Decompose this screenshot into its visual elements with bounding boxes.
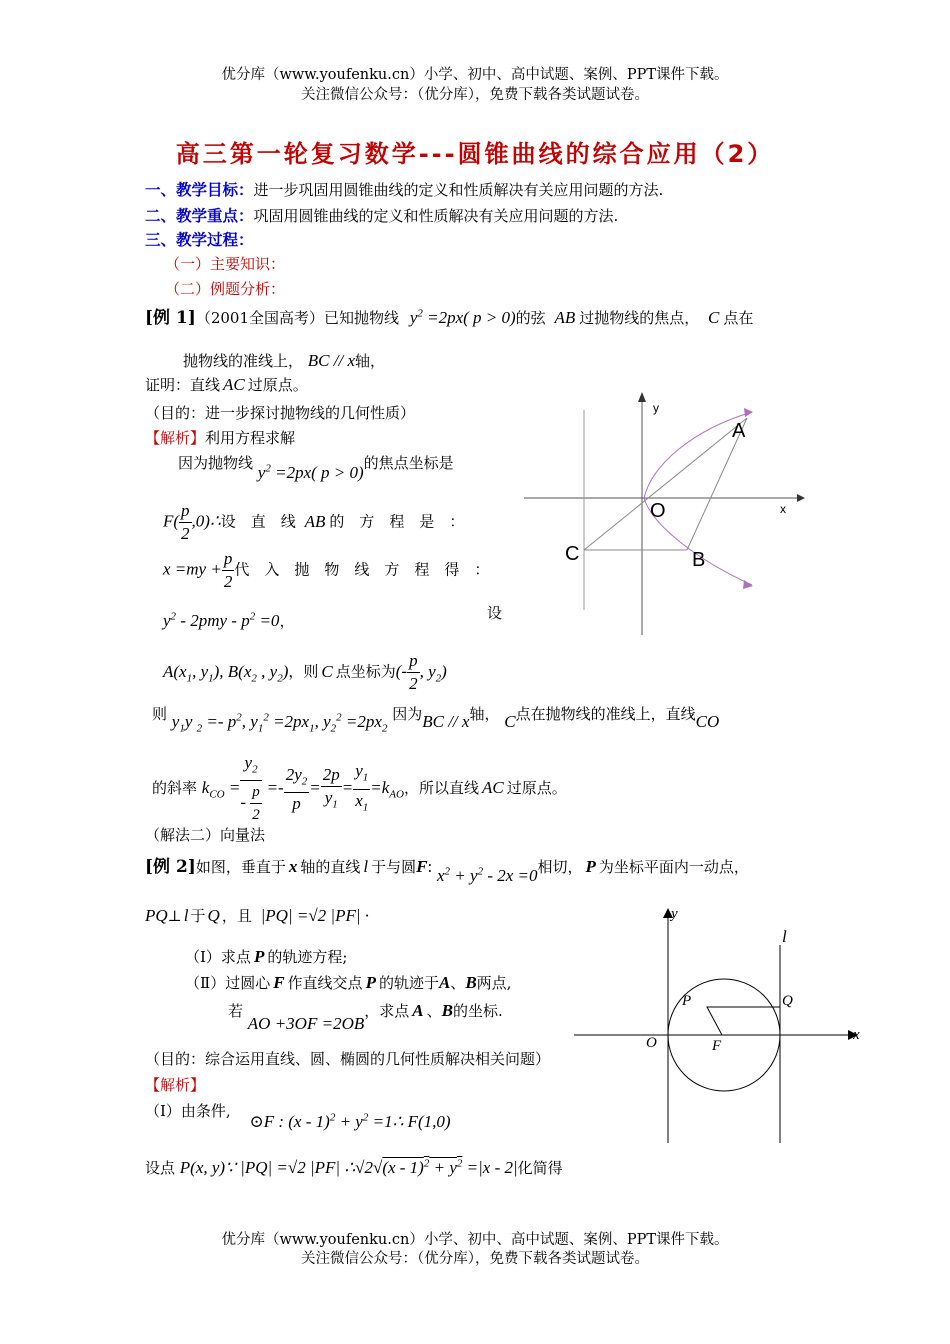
example2-purpose: （目的：综合运用直线、圆、椭圆的几何性质解决相关问题）	[145, 1050, 551, 1068]
q2-text-c: 的轨迹于	[378, 974, 439, 992]
example1-method2: （解法二）向量法	[145, 826, 266, 844]
circle-figure	[572, 900, 867, 1150]
example1-step5: $A(x_1$, $y_1$), $B(x_2$ , $y_2$)，则 C 点坐标为(- $\frac{p}{2}$ , $y_2$)	[163, 651, 447, 693]
example1-prove: 证明：直线 AC 过原点。	[145, 375, 308, 394]
example1-text-focus: 过抛物线的焦点，	[579, 309, 700, 327]
example2-text-5: 为坐标平面内一动点，	[598, 858, 749, 876]
example2-q2: （Ⅱ）过圆心 F 作直线交点 P 的轨迹于A、B两点,	[185, 973, 512, 992]
step2-text: 设 直 线	[220, 512, 296, 531]
q2-text: （Ⅱ）过圆心	[185, 974, 271, 992]
example1-analysis-text: 利用方程求解	[205, 429, 296, 447]
fig1-label-x: x	[780, 502, 786, 516]
step4-comma: ，	[279, 612, 295, 630]
subsection-examples: （二）例题分析：	[165, 280, 286, 298]
goal-text: 进一步巩固用圆锥曲线的定义和性质解决有关应用问题的方法.	[253, 181, 664, 199]
subsection-knowledge: （一）主要知识：	[165, 255, 286, 273]
example2-analysis-label: 【解析】	[145, 1076, 206, 1094]
goal-label: 一、教学目标：	[145, 181, 254, 199]
step4-set: 设	[487, 604, 503, 622]
q2-text-d: 两点,	[476, 974, 512, 992]
fig1-y-arrow-icon	[638, 392, 646, 402]
step6-because: 因为	[392, 705, 423, 723]
step6-text: 则	[152, 705, 168, 723]
fig2-label-l: l	[782, 927, 787, 946]
example1-statement: [例 1]（2001全国高考）已知抛物线 $y^2 =2px$( p > 0)的弦 AB 过抛物线的焦点， C 点在	[145, 307, 754, 328]
example2-sol2: 设点 P(x, y)∵ |PQ| =√2 |PF| ∴√2√(x - $1)^2 + y^2 =|x - 2|$化简得	[145, 1157, 563, 1177]
example1-source: （2001全国高考）已知抛物线	[195, 309, 400, 327]
example2-label: [例 2]	[145, 857, 196, 877]
sol2-text: 设点	[145, 1159, 176, 1177]
fig2-label-O: O	[646, 1035, 657, 1051]
focus-label: 二、教学重点：	[145, 207, 254, 225]
step1-text-b: 的焦点坐标是	[363, 454, 454, 472]
example2-condition: PQ⊥ l 于 Q ，且 |PQ| =√2 |PF| ·	[145, 906, 370, 925]
example1-axis-text: 轴，	[355, 352, 386, 370]
q3-text: 若	[228, 1002, 244, 1020]
header-line-2: 关注微信公众号：（优分库），免费下载各类试题试卷。	[301, 87, 649, 103]
q3-text-c: 的坐标.	[452, 1002, 503, 1020]
perp-symbol: ⊥	[167, 907, 182, 925]
fig2-label-y: y	[671, 906, 678, 922]
goal-row	[145, 178, 663, 200]
q3-text-b: ，求点	[364, 1002, 410, 1020]
fig2-label-P: P	[682, 993, 692, 1009]
sol2-text-end: 化简得	[517, 1159, 563, 1177]
fig2-segments-PQ-PF	[707, 1007, 780, 1035]
q1-text-b: 的轨迹方程;	[267, 948, 348, 966]
example1-purpose: （目的：进一步探讨抛物线的几何性质）	[145, 404, 416, 422]
focus-text: 巩固用圆锥曲线的定义和性质解决有关应用问题的方法.	[253, 207, 619, 225]
fig2-label-x: x	[853, 1027, 860, 1043]
example2-text-4: 相切，	[537, 858, 583, 876]
example1-step6: 则 $y_1y$ $_2 =- p^2$, $y_1^2 =2px_1$, $y_2^2 =2px_2$ 因为BC // x轴， C点在抛物线的准线上，直线CO	[152, 705, 720, 735]
condition-text-b: 于	[190, 907, 206, 925]
fig1-x-arrow-icon	[797, 494, 805, 502]
step1-text: 因为抛物线	[178, 454, 254, 472]
q1-text: （Ⅰ）求点	[185, 948, 251, 966]
example2-statement: [例 2]如图，垂直于 x 轴的直线 l 于与圆F: $x^2 + y^2 - 2x =0$相切， P 为坐标平面内一动点，	[145, 857, 749, 885]
fig1-label-y: y	[653, 401, 659, 415]
step3-text: 代 入 抛 物 线 方 程 得 ：	[234, 560, 490, 579]
step7-text-c: 过原点。	[506, 779, 567, 798]
example2-q1: （Ⅰ）求点 P 的轨迹方程;	[185, 947, 348, 966]
footer-line-2: 关注微信公众号：（优分库），免费下载各类试题试卷。	[301, 1251, 649, 1267]
fig1-label-A: A	[732, 420, 746, 442]
example1-step4: $y^2 - 2pmy - p^2 =0$，	[163, 610, 295, 630]
fig1-label-O: O	[650, 500, 666, 522]
fig2-label-F: F	[712, 1038, 722, 1054]
q2-text-b: 作直线交点	[287, 974, 363, 992]
step6-axis: 轴，	[469, 705, 500, 723]
step7-text: 的斜率	[152, 779, 198, 798]
example1-analysis	[145, 427, 295, 448]
header-line-1: 优分库（www.youfenku.cn）小学、初中、高中试题、案例、PPT课件下载。	[221, 67, 729, 83]
sol1-text: （Ⅰ）由条件,	[145, 1102, 231, 1120]
example1-directrix-text: 抛物线的准线上，	[183, 352, 304, 370]
example2-text-2: 轴的直线	[300, 858, 361, 876]
step2-text-b: 的 方 程 是 ：	[329, 512, 465, 531]
footer-line-1: 优分库（www.youfenku.cn）小学、初中、高中试题、案例、PPT课件下载。	[221, 1232, 729, 1248]
example1-prove-end: 过原点。	[247, 376, 308, 394]
step5-text: ，则	[288, 662, 319, 681]
page-title: 高三第一轮复习数学---圆锥曲线的综合应用（2）	[175, 140, 775, 168]
step5-text-b: 点坐标为	[335, 662, 396, 681]
parabola-figure	[522, 390, 812, 640]
example1-step7: 的斜率 $k_{CO}$ = $y_2$ - $\frac{p}{2}$ =- $\frac{2y_2}{p}$ = $\frac{2p}{y_1}$ = $\frac{y_1}{x_1}$ $=k_{AO}$，所以直线 AC 过原点。	[152, 753, 567, 824]
process-label: 三、教学过程：	[145, 231, 254, 249]
focus-row	[145, 204, 618, 226]
step7-text-b: ，所以直线	[403, 779, 479, 798]
condition-text-c: ，且	[221, 907, 252, 925]
step6-directrix: 点在抛物线的准线上，直线	[515, 705, 696, 723]
example2-text-1: 如图，垂直于	[195, 858, 286, 876]
example1-step2: F( $\frac{p}{2}$ ,0)∴设 直 线 AB 的 方 程 是 ：	[163, 501, 465, 543]
example1-analysis-label: 【解析】	[145, 429, 206, 447]
example1-step1: 因为抛物线 $y^2 =2px$( p > 0)的焦点坐标是	[178, 454, 454, 482]
example1-label: [例 1]	[145, 308, 196, 328]
example2-text-3: 于与圆	[371, 858, 417, 876]
example1-text-chord: 的弦	[515, 309, 546, 327]
example1-text-point: 点在	[723, 309, 754, 327]
example1-prove-text: 证明：直线	[145, 376, 221, 394]
fig1-line-AC	[584, 418, 747, 550]
fig1-label-C: C	[565, 543, 580, 565]
example1-line2: 抛物线的准线上， BC // x轴，	[183, 351, 386, 370]
example1-step3: x =my + $\frac{p}{2}$ 代 入 抛 物 线 方 程 得 ：	[163, 549, 490, 591]
fig2-label-Q: Q	[782, 993, 793, 1009]
example2-sol1: （Ⅰ）由条件, ⊙F : $(x - 1)^2 + y^2$ =1∴ F(1,0)	[145, 1102, 451, 1131]
fig1-curve-arrow-top-icon	[744, 408, 753, 417]
example2-q3: 若 AO +3OF =2OB，求点 A 、B的坐标.	[228, 1001, 503, 1033]
fig1-label-B: B	[692, 549, 706, 571]
